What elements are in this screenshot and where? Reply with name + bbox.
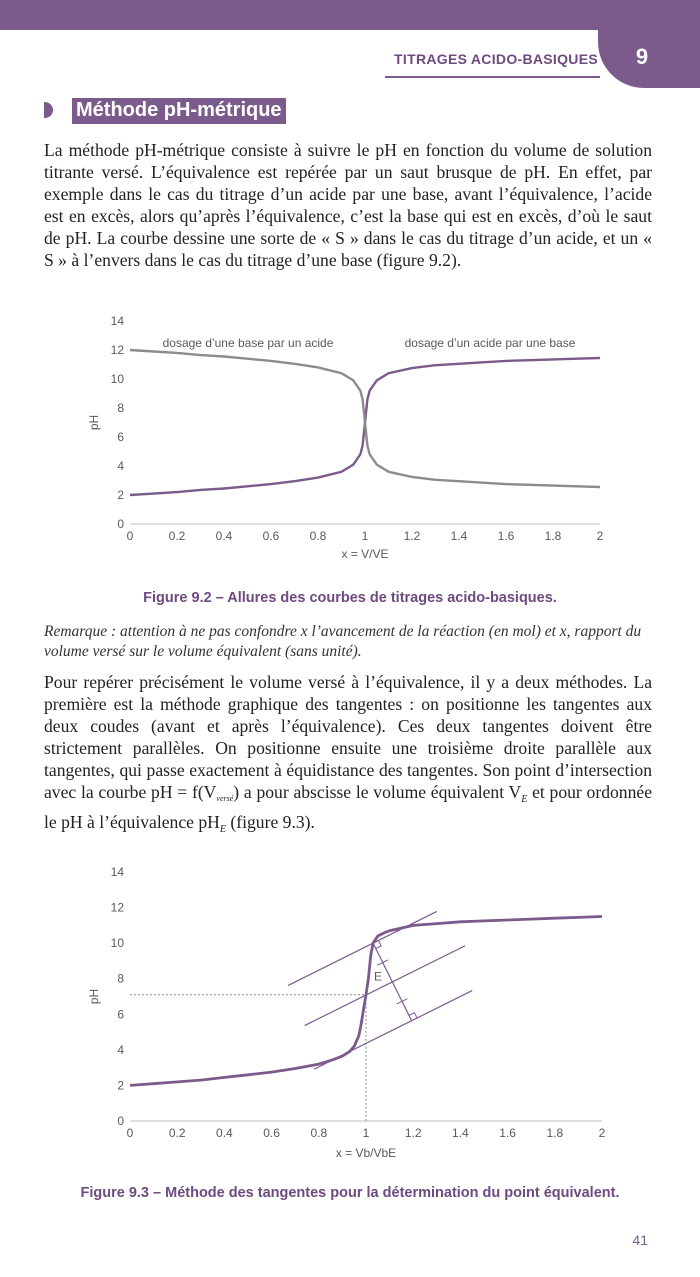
x-tick-label: 0: [126, 1126, 134, 1140]
y-tick-label: 12: [110, 343, 124, 357]
equivalence-point-label: E: [374, 969, 383, 984]
y-tick-label: 8: [117, 401, 124, 415]
x-tick-label: 1.8: [546, 1126, 564, 1140]
y-tick-label: 14: [110, 865, 124, 879]
x-tick-label: 1.4: [450, 529, 468, 543]
x-tick-label: 1.8: [544, 529, 562, 543]
method-sub-verse: versé: [216, 794, 234, 803]
remark-paragraph: Remarque : attention à ne pas confondre x l’avancement de la réaction (en mol) et x, rapport du volume versé sur le volume équivalent (sans unité).: [44, 623, 642, 660]
legend-label: dosage d’un acide par une base: [404, 336, 576, 350]
method-paragraph: [44, 671, 652, 841]
figure-9-3-caption: Figure 9.3 – Méthode des tangentes pour la détermination du point équivalent.: [80, 1185, 620, 1201]
chapter-number: 9: [635, 44, 649, 69]
legend-label: dosage d’une base par un acide: [162, 336, 334, 350]
method-text-1: Pour repérer précisément le volume versé à l’équivalence, il y a deux méthodes. La première est la méthode graphique des tangentes : on positionne les tangentes aux deux coudes (avant et après l’équivalence). Ces deux tangentes doivent être strictement parallèles. On positionne ensuite une troisième droite parallèle aux tangentes, qui passe exactement à équidistance des tangentes. Son point d’intersection avec la courbe pH = f(V: [44, 672, 652, 802]
section-bullet-icon: [44, 102, 53, 118]
y-tick-label: 4: [117, 459, 124, 473]
y-tick-label: 8: [117, 971, 124, 986]
x-axis-label: x = V/VE: [341, 547, 389, 561]
x-tick-label: 2: [596, 529, 604, 543]
y-tick-label: 4: [117, 1042, 124, 1057]
upper-tangent-line: [288, 911, 437, 985]
header-band: [0, 0, 700, 30]
x-axis-label: x = Vb/VbE: [335, 1146, 397, 1160]
figure-9-3-chart: [0, 862, 700, 1167]
y-axis-label: pH: [87, 414, 101, 431]
intro-paragraph: La méthode pH-métrique consiste à suivre le pH en fonction du volume de solution titrante versé. L’équivalence est repérée par un saut brusque de pH. En effet, par exemple dans le cas du titrage d’un acide par une base, avant l’équivalence, l’acide est en excès, alors qu’après l’équivalence, c’est la base qui est en excès, d’où le saut de pH. La courbe dessine une sorte de « S » dans le cas du titrage d’un acide, et un « S » à l’envers dans le cas du titrage d’une base (figure 9.2).: [44, 140, 652, 270]
header-rule: [385, 76, 600, 78]
x-tick-label: 0.8: [310, 1126, 328, 1140]
x-tick-label: 0.2: [168, 529, 186, 543]
y-tick-label: 14: [110, 314, 124, 328]
x-tick-label: 0.8: [309, 529, 327, 543]
method-text-3: et pour ordonnée le pH à l’équivalence pH: [44, 782, 652, 832]
y-tick-label: 10: [110, 372, 124, 386]
y-tick-label: 6: [117, 1007, 124, 1022]
method-text-2: ) a pour abscisse le volume équivalent V: [233, 782, 522, 802]
x-tick-label: 1.4: [452, 1126, 469, 1140]
x-tick-label: 0.4: [215, 529, 233, 543]
x-tick-label: 0.2: [168, 1126, 186, 1140]
figure-9-2-chart: [0, 312, 700, 572]
x-tick-label: 1: [362, 1126, 370, 1140]
equal-distance-tick-0: [377, 960, 388, 965]
equal-distance-tick-1: [397, 999, 408, 1004]
page-number: 41: [632, 1232, 648, 1248]
x-tick-label: 2: [598, 1126, 606, 1140]
x-tick-label: 1.2: [404, 1126, 422, 1140]
y-tick-label: 10: [110, 936, 124, 951]
y-tick-label: 6: [117, 430, 124, 444]
method-sub-e: E: [521, 794, 528, 805]
chapter-title: TITRAGES ACIDO-BASIQUES: [394, 51, 598, 67]
x-tick-label: 1: [361, 529, 369, 543]
y-axis-label: pH: [87, 988, 101, 1005]
method-text-4: (figure 9.3).: [225, 812, 315, 832]
method-sub-e2: E: [219, 824, 226, 835]
y-tick-label: 0: [117, 1114, 124, 1128]
x-tick-label: 0: [126, 529, 134, 543]
figure-9-2-caption: Figure 9.2 – Allures des courbes de titrages acido-basiques.: [143, 590, 557, 606]
x-tick-label: 1.2: [403, 529, 421, 543]
x-tick-label: 0.6: [262, 529, 280, 543]
section-title: Méthode pH-métrique: [72, 98, 286, 124]
y-tick-label: 2: [117, 1078, 124, 1093]
x-tick-label: 0.6: [263, 1126, 280, 1140]
y-tick-label: 0: [117, 517, 124, 531]
y-tick-label: 12: [110, 900, 124, 915]
y-tick-label: 2: [117, 488, 124, 502]
middle-parallel-line: [305, 946, 465, 1026]
x-tick-label: 1.6: [499, 1126, 516, 1140]
x-tick-label: 1.6: [497, 529, 515, 543]
x-tick-label: 0.4: [216, 1126, 233, 1140]
series-line-1: [130, 350, 600, 487]
